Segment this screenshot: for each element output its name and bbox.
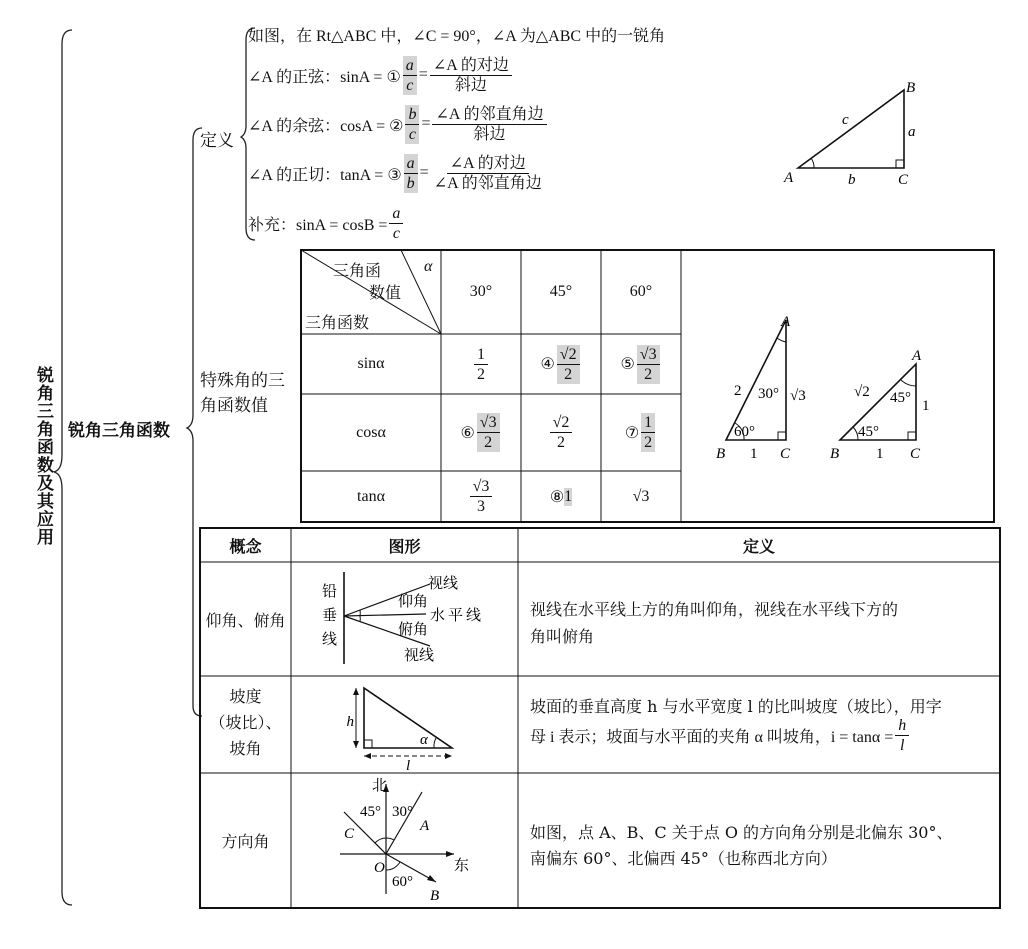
label-c: c (842, 112, 849, 128)
row-sin-name: sinα (357, 355, 385, 372)
t1-hyp: 2 (734, 383, 742, 399)
direction-figure (330, 776, 480, 906)
special-label-line2: 角函数值 (200, 396, 268, 416)
branch-title: 锐角三角函数 (68, 421, 170, 441)
label-dir-O: O (374, 860, 385, 876)
label-B: B (906, 80, 916, 96)
label-b: b (848, 172, 856, 188)
direction-desc-2: 南偏东 60°、北偏西 45°（也称西北方向） (530, 849, 837, 868)
elevation-depression-figure (300, 566, 510, 672)
dep-angle: 俯角 (398, 622, 429, 638)
label-dir-C: C (344, 826, 355, 842)
label-60: 60° (392, 874, 413, 890)
row-tan-name: tanα (357, 487, 385, 505)
label-dir-A: A (420, 818, 430, 834)
definition-label: 定义 (200, 131, 234, 151)
slope-name-2: （坡比）、 (209, 713, 282, 732)
label-alpha: α (420, 732, 428, 748)
concept-slope (200, 684, 291, 762)
label-C: C (898, 172, 909, 188)
header-concept: 概念 (229, 536, 262, 556)
cos-45: $\frac{√2}{2}$ (521, 394, 601, 471)
plumb-3: 线 (322, 632, 338, 648)
sin-60: ⑤ $\frac{√3}{2}$ (601, 334, 681, 394)
sin-45: ④ $\frac{√2}{2}$ (521, 334, 601, 394)
tan-30: $\frac{√3}{3}$ (441, 471, 521, 522)
corner-label-alpha: α (424, 258, 433, 275)
t2-B: B (830, 446, 840, 462)
t1-C: C (780, 446, 791, 462)
slope-desc-1: 坡面的垂直高度 h 与水平宽度 l 的比叫坡度（坡比），用字 (530, 697, 942, 716)
corner-label-bottom: 三角函数 (305, 313, 370, 332)
supplement: 补充：sinA = cosB = $\frac{a}{c}$ (248, 200, 405, 246)
t1-side: √3 (790, 388, 806, 404)
slope-desc-2: 母 i 表示；坡面与水平面的夹角 α 叫坡角，i = tanα = $\frac{h}{l}$ (530, 716, 911, 755)
label-30: 30° (392, 804, 413, 820)
col-45: 45° (549, 283, 573, 300)
t1-angA: 30° (758, 386, 779, 402)
label-h: h (346, 714, 354, 730)
cos-30: ⑥ $\frac{√3}{2}$ (441, 394, 521, 471)
slope-name-3: 坡角 (229, 739, 262, 758)
t2-C: C (910, 446, 921, 462)
horizontal-line: 水平线 (430, 608, 485, 624)
plumb-1: 铅 (322, 584, 338, 600)
col-30: 30° (469, 283, 493, 300)
root-title: 锐角三角函数及其应用 (33, 366, 53, 546)
t1-base: 1 (750, 446, 758, 462)
label-east: 东 (454, 858, 470, 874)
label-north: 北 (372, 778, 388, 794)
header-figure: 图形 (388, 536, 421, 556)
elevation-desc-2: 角叫俯角 (530, 627, 595, 646)
label-A: A (784, 170, 794, 186)
cos-60: ⑦ $\frac{1}{2}$ (601, 394, 681, 471)
corner-label-top: 三角函 (333, 261, 382, 280)
concept-direction: 方向角 (221, 832, 270, 851)
label-dir-B: B (430, 888, 440, 904)
t2-angA: 45° (890, 390, 911, 406)
slope-name-1: 坡度 (229, 687, 262, 706)
header-definition: 定义 (742, 536, 775, 556)
tan-definition: ∠A 的正切：tanA = ③ $\frac{a}{b}$ = $\frac{\text{∠A 的对边}}{\text{∠A 的邻直角边}}$ (248, 154, 542, 192)
t2-A: A (912, 348, 922, 364)
label-l: l (406, 758, 411, 770)
direction-desc-1: 如图，点 A、B、C 关于点 O 的方向角分别是北偏东 30°、 (530, 823, 953, 842)
concept-elevation: 仰角、俯角 (205, 610, 286, 630)
t1-A: A (781, 314, 791, 330)
t2-angB: 45° (858, 424, 879, 440)
sight-down: 视线 (404, 648, 435, 664)
plumb-2: 垂 (322, 608, 338, 624)
sight-up: 视线 (428, 576, 459, 592)
label-a: a (908, 124, 916, 140)
t2-side: 1 (922, 398, 930, 414)
definition-intro: 如图，在 Rt△ABC 中，∠C = 90°，∠A 为△ABC 中的一锐角 (248, 27, 666, 45)
tan-60: √3 (632, 487, 650, 505)
corner-label-mid: 数值 (369, 283, 402, 302)
special-label-line1: 特殊角的三 (200, 371, 285, 391)
col-60: 60° (629, 283, 653, 300)
t1-B: B (716, 446, 726, 462)
sin-30: $\frac{1}{2}$ (441, 334, 521, 394)
elevation-desc-1: 视线在水平线上方的角叫仰角，视线在水平线下方的 (530, 600, 899, 619)
row-cos-name: cosα (356, 423, 386, 441)
tan-45: ⑧ 1 (549, 487, 573, 506)
t1-angB: 60° (734, 424, 755, 440)
slope-figure (340, 680, 470, 770)
label-45: 45° (360, 804, 381, 820)
elev-angle: 仰角 (398, 594, 429, 610)
t2-base: 1 (876, 446, 884, 462)
t2-hyp: √2 (854, 384, 870, 400)
cos-definition: ∠A 的余弦：cosA = ② $\frac{b}{c}$ = $\frac{\text{∠A 的邻直角边}}{\text{斜边}}$ (248, 101, 549, 147)
sin-definition: ∠A 的正弦：sinA = ① $\frac{a}{c}$ = $\frac{\text{∠A 的对边}}{\text{斜边}}$ (248, 52, 514, 98)
